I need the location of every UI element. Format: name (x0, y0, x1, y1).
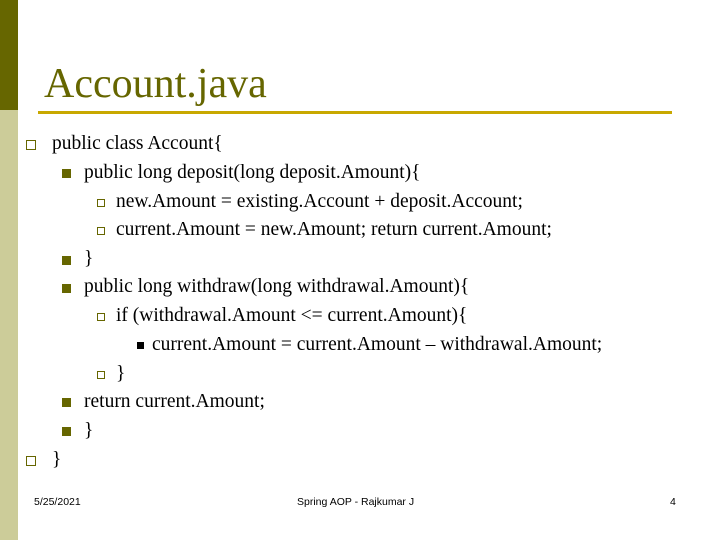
code-line-8: current.Amount = current.Amount – withdrawal.Amount; (152, 334, 603, 355)
slide-title: Account.java (44, 61, 267, 107)
page-number: 4 (670, 496, 676, 508)
filled-square-bullet-icon (62, 169, 71, 178)
title-underline (38, 111, 672, 114)
filled-square-bullet-icon (62, 398, 71, 407)
code-line-9: } (116, 363, 126, 384)
left-bar-top (0, 0, 18, 110)
code-line-7: if (withdrawal.Amount <= current.Amount){ (116, 305, 468, 326)
code-line-3: new.Amount = existing.Account + deposit.Account; (116, 191, 523, 212)
small-hollow-square-bullet-icon (97, 371, 105, 379)
code-line-11: } (84, 420, 94, 441)
small-hollow-square-bullet-icon (97, 313, 105, 321)
small-hollow-square-bullet-icon (97, 199, 105, 207)
hollow-square-bullet-icon (26, 140, 36, 150)
code-line-12: } (52, 449, 62, 470)
code-line-2: public long deposit(long deposit.Amount){ (84, 162, 421, 183)
filled-square-bullet-icon (62, 256, 71, 265)
filled-square-bullet-icon (62, 427, 71, 436)
footer-date: 5/25/2021 (34, 496, 81, 508)
code-line-5: } (84, 248, 94, 269)
hollow-square-bullet-icon (26, 456, 36, 466)
black-square-bullet-icon (137, 342, 144, 349)
footer-title: Spring AOP - Rajkumar J (297, 496, 415, 508)
code-line-6: public long withdraw(long withdrawal.Amount){ (84, 276, 470, 297)
filled-square-bullet-icon (62, 284, 71, 293)
code-line-1: public class Account{ (52, 133, 223, 154)
code-line-10: return current.Amount; (84, 391, 265, 412)
small-hollow-square-bullet-icon (97, 227, 105, 235)
left-bar-bottom (0, 110, 18, 540)
code-line-4: current.Amount = new.Amount; return current.Amount; (116, 219, 552, 240)
